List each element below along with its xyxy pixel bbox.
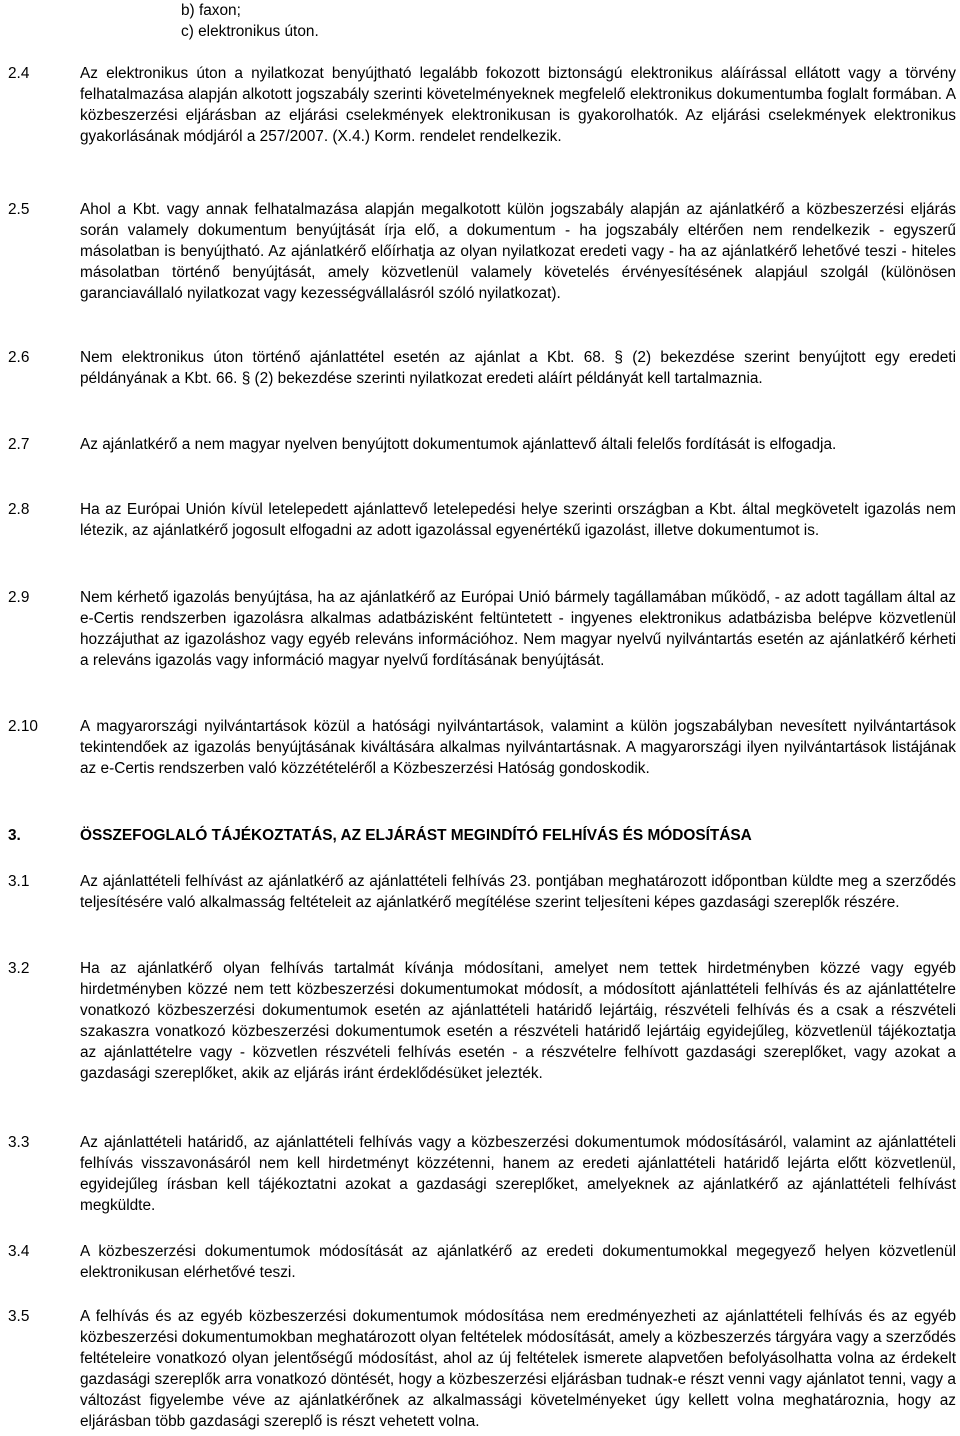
section-number: 3.5: [8, 1308, 30, 1325]
section-text: Az ajánlattételi határidő, az ajánlattételi felhívás vagy a közbeszerzési dokumentumok módosításáról, valamint az ajánlattételi felhívás visszavonásáról nem kell hirdetményt közzétenni, hanem az eredeti ajánlattételi határidő lejárta előtt közvetlenül, egyidejűleg írásban kell tájékoztatni azokat a gazdasági szereplőket, amelyeknek az ajánlatkérő az ajánlattételi felhívást megküldte.: [80, 1134, 956, 1214]
section-text: A felhívás és az egyéb közbeszerzési dokumentumok módosítása nem eredményezheti az ajánlattételi felhívás és az egyéb közbeszerzési dokumentumokban meghatározott olyan feltételek módosítását, amely a közbeszerzés tárgyára vagy a szerződés feltételeire vonatkozó olyan jelentőségű módosítást, ahol az új feltételek ismerete alapvetően befolyásolhatta volna az érdekelt gazdasági szereplők arra vonatkozó döntését, hogy a közbeszerzési eljárásban tudnak-e részt venni vagy ajánlatot tenni, vagy a változást figyelembe véve az ajánlatkérőnek az alkalmassági követelményeket úgy kellett volna meghatároznia, hogy az eljárásban több gazdasági szereplő is részt vehetett volna.: [80, 1308, 957, 1430]
section-number: 2.7: [8, 436, 30, 453]
section-text: A magyarországi nyilvántartások közül a hatósági nyilvántartások, valamint a külön jogszabályban nevesített nyilvántartások tekintendőek az igazolás benyújtásának kiváltására alkalmas nyilvántartásnak. A magyarországi ilyen nyilvántartások listájának az e-Certis rendszerben való közzétételéről a Közbeszerzési Hatóság gondoskodik.: [80, 718, 956, 777]
section-number: 2.4: [8, 65, 30, 82]
section-number: 2.5: [8, 201, 30, 218]
section-text: Ahol a Kbt. vagy annak felhatalmazása alapján megalkotott külön jogszabály alapján az ajánlatkérő a közbeszerzési eljárás során valamely dokumentum benyújtását írja elő, a dokumentum - ha jogszabály eltérően nem rendelkezik - egyszerű másolatban is benyújtható. Az ajánlatkérő előírhatja az olyan nyilatkozat eredeti vagy - ha az ajánlatkérő lehetővé teszi - hiteles másolatban történő benyújtását, amely közvetlenül valamely követelés érvényesítésének alapjául szolgál (különösen garanciavállaló nyilatkozat vagy kezességvállalásról szóló nyilatkozat).: [80, 201, 956, 302]
section-number: 2.8: [8, 501, 30, 518]
section-heading-text: ÖSSZEFOGLALÓ TÁJÉKOZTATÁS, AZ ELJÁRÁST MEGINDÍTÓ FELHÍVÁS ÉS MÓDOSÍTÁSA: [80, 827, 752, 844]
section-text: Nem elektronikus úton történő ajánlattétel esetén az ajánlat a Kbt. 68. § (2) bekezdése szerint benyújtott egy eredeti példányának a Kbt. 66. § (2) bekezdése szerinti nyilatkozat eredeti aláírt példányát kell tartalmaznia.: [80, 349, 956, 387]
section-number: 2.6: [8, 349, 30, 366]
section-number: 3.3: [8, 1134, 30, 1151]
section-number: 2.9: [8, 589, 30, 606]
section-number: 3.1: [8, 873, 30, 890]
section-text: Az ajánlattételi felhívást az ajánlatkérő az ajánlattételi felhívás 23. pontjában meghatározott időpontban küldte meg a szerződés teljesítésére való alkalmasság feltételeit az ajánlatkérő megítélése szerint teljesíteni képes gazdasági szereplők részére.: [80, 873, 956, 911]
section-number: 3.: [8, 827, 21, 844]
list-item-fax: b) faxon;: [181, 2, 241, 19]
contact-method-list: [181, 0, 319, 42]
section-text: Ha az Európai Unión kívül letelepedett ajánlattevő letelepedési helye szerinti országban a Kbt. által megkövetelt igazolás nem létezik, az ajánlatkérő jogosult elfogadni az adott igazolással egyenértékű igazolást, illetve dokumentumot is.: [80, 501, 956, 539]
list-item-electronic: c) elektronikus úton.: [181, 23, 319, 40]
section-number: 3.2: [8, 960, 30, 977]
section-text: Ha az ajánlatkérő olyan felhívás tartalmát kívánja módosítani, amelyet nem tettek hirdetményben közzé vagy egyéb hirdetményben közzé nem tett közbeszerzési dokumentumokat módosít, a módosított ajánlattételi felhívás és az ajánlattételre vonatkozó közbeszerzési dokumentumok esetén az ajánlattételi határidő lejártáig, részvételi felhívás és a csak a részvételi szakaszra vonatkozó közbeszerzési dokumentumok esetén a részvételi határidő lejártáig egyidejűleg, közvetlenül tájékoztatja az ajánlattételre vagy - közvetlen részvételi felhívás esetén - a részvételre felhívott gazdasági szereplőket, vagy azokat a gazdasági szereplőket, akik az eljárás iránt érdeklődésüket jelezték.: [80, 960, 956, 1082]
section-text: Az ajánlatkérő a nem magyar nyelven benyújtott dokumentumok ajánlattevő általi felelős fordítását is elfogadja.: [80, 436, 837, 453]
section-text: Nem kérhető igazolás benyújtása, ha az ajánlatkérő az Európai Unió bármely tagállamában működő, - az adott tagállam által az e-Certis rendszerben igazolásra alkalmas adatbázisként feltüntetett - ingyenes elektronikus adatbázisba belépve közvetlenül hozzájuthat az igazoláshoz vagy egyéb releváns információhoz. Nem magyar nyelvű nyilvántartás esetén az ajánlatkérő kérheti a releváns igazolás vagy információ magyar nyelvű fordításának benyújtását.: [80, 589, 956, 669]
section-text: Az elektronikus úton a nyilatkozat benyújtható legalább fokozott biztonságú elektronikus aláírással ellátott vagy a törvény felhatalmazása alapján alkotott jogszabály szerinti követelményeknek megfelelő elektronikus dokumentumba foglalt formában. A közbeszerzési eljárásban az eljárási cselekmények elektronikusan is gyakorolhatók. Az eljárási cselekmények elektronikus gyakorlásának módjáról a 257/2007. (X.4.) Korm. rendelet rendelkezik.: [80, 65, 956, 145]
section-text: A közbeszerzési dokumentumok módosítását az ajánlatkérő az eredeti dokumentumokkal megegyező helyen közvetlenül elektronikusan elérhetővé teszi.: [80, 1243, 956, 1281]
section-number: 2.10: [8, 718, 38, 735]
section-number: 3.4: [8, 1243, 30, 1260]
